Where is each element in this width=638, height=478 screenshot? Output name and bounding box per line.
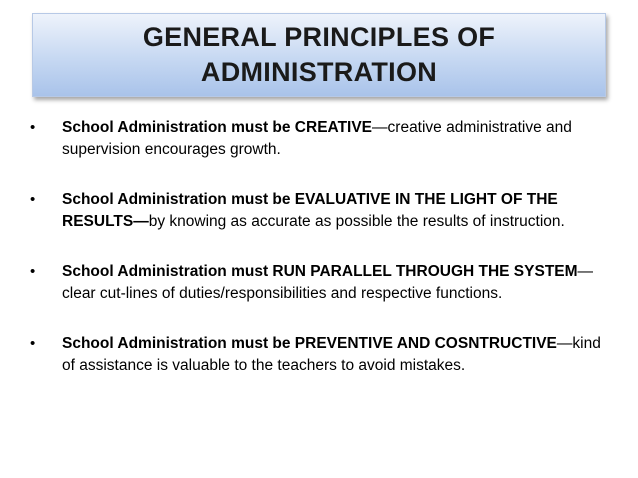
principle-lead: School Administration must be EVALUATIVE IN THE LIGHT OF THE RESULTS— <box>62 191 558 230</box>
principle-description: —kind of assistance is valuable to the teachers to avoid mistakes. <box>62 335 601 374</box>
principle-description: —clear cut-lines of duties/responsibilities and respective functions. <box>62 263 594 302</box>
principle-lead: School Administration must be CREATIVE <box>62 119 373 136</box>
slide-title-line-1: GENERAL PRINCIPLES OF <box>142 22 496 52</box>
principle-lead: School Administration must be PREVENTIVE AND COSNTRUCTIVE <box>62 335 557 352</box>
principle-evaluative <box>30 189 610 233</box>
bullet-icon: • <box>30 263 36 280</box>
principle-description: —creative administrative and supervision encourages growth. <box>62 119 572 158</box>
principle-lead: School Administration must RUN PARALLEL THROUGH THE SYSTEM <box>62 263 578 280</box>
principle-creative <box>30 117 610 161</box>
principle-description: by knowing as accurate as possible the results of instruction. <box>148 213 565 230</box>
bullet-icon: • <box>30 335 36 352</box>
bullet-icon: • <box>30 119 36 136</box>
slide-title <box>143 20 495 90</box>
principle-preventive <box>30 333 610 377</box>
principles-list <box>30 117 610 405</box>
bullet-icon: • <box>30 191 36 208</box>
slide-title-line-2: ADMINISTRATION <box>200 57 438 87</box>
title-banner <box>32 13 606 97</box>
principle-parallel <box>30 261 610 305</box>
